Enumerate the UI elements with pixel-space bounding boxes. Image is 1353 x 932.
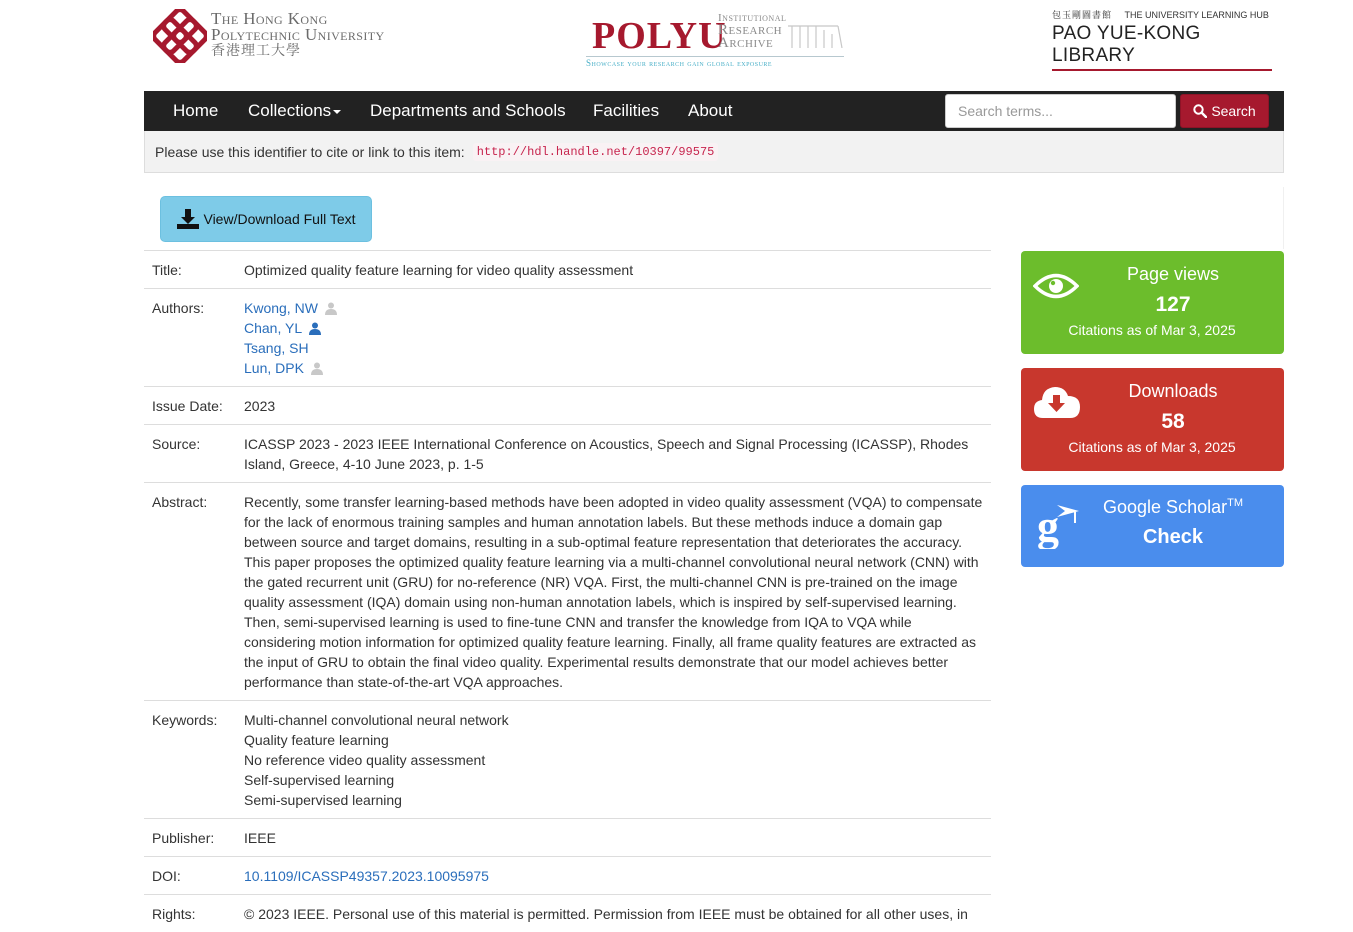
author-link[interactable]: Tsang, SH — [244, 340, 309, 356]
library-cn: 包玉剛圖書館 — [1052, 10, 1113, 20]
cloud-download-icon — [1033, 384, 1081, 420]
google-scholar-icon — [1035, 501, 1081, 549]
polyu-logo[interactable] — [153, 8, 385, 64]
issue-date-row — [144, 386, 991, 424]
nav-collections[interactable] — [248, 91, 341, 131]
user-grey-icon[interactable] — [311, 362, 323, 375]
title-row — [144, 250, 991, 288]
svg-text:g: g — [1037, 502, 1059, 549]
pira-logo[interactable] — [586, 10, 844, 68]
pira-brand: POLYU — [592, 15, 727, 57]
author-link[interactable]: Kwong, NW — [244, 300, 318, 316]
search-icon — [1193, 104, 1207, 118]
downloads-count: 58 — [1161, 410, 1185, 433]
pira-tagline: Showcase your research gain global exposure — [586, 56, 844, 68]
search-button[interactable] — [1180, 94, 1269, 128]
source-label: Source: — [152, 436, 201, 452]
google-scholar-title — [1083, 497, 1263, 518]
title-label: Title: — [152, 262, 182, 278]
publisher-label: Publisher: — [152, 830, 215, 846]
keywords-label: Keywords: — [152, 712, 218, 728]
abstract-label: Abstract: — [152, 494, 208, 510]
rights-value: © 2023 IEEE. Personal use of this material is permitted. Permission from IEEE must be obtained for all other uses, in — [244, 906, 968, 922]
downloads-citation: Citations as of Mar 3, 2025 — [1068, 439, 1236, 455]
pira-line-3: Archive — [718, 35, 774, 51]
page-views-count: 127 — [1155, 293, 1191, 316]
page-views-box — [1021, 251, 1284, 354]
author-link[interactable]: Lun, DPK — [244, 360, 304, 376]
fulltext-label: View/Download Full Text — [203, 211, 356, 227]
trademark-mark: TM — [1227, 497, 1243, 509]
doi-link[interactable]: 10.1109/ICASSP49357.2023.10095975 — [244, 868, 489, 884]
view-download-fulltext-button[interactable] — [160, 196, 372, 242]
item-metadata-table — [144, 250, 991, 932]
polyu-emblem-icon — [153, 9, 207, 63]
download-icon — [176, 209, 200, 229]
main-navbar — [144, 91, 1284, 131]
issue-date-label: Issue Date: — [152, 398, 223, 414]
handle-url[interactable]: http://hdl.handle.net/10397/99575 — [473, 143, 719, 161]
nav-collections-label: Collections — [248, 101, 332, 120]
nav-departments[interactable]: Departments and Schools — [370, 101, 566, 120]
hk-logo-cn: 香港理工大學 — [211, 44, 301, 59]
identifier-well — [144, 131, 1284, 173]
search-button-label: Search — [1211, 103, 1256, 119]
hk-logo-line1: The Hong Kong — [211, 9, 328, 28]
building-icon — [786, 22, 844, 48]
publisher-row — [144, 818, 991, 856]
nav-facilities[interactable]: Facilities — [593, 101, 660, 120]
issue-date-value: 2023 — [244, 398, 276, 414]
downloads-box — [1021, 368, 1284, 471]
abstract-value: Recently, some transfer learning-based methods have been adopted in video quality assessment (VQA) to compensate for the lack of enormous training samples and human annotation labels. But these methods induce a domain gap between source and target domains, resulting in a sub-optimal feature representation that deteriorates the accuracy. This paper proposes the optimized quality feature learning via a multi-channel convolutional neural network (CNN) with the gated recurrent unit (GRU) for no-reference (NR) VQA. First, the multi-channel CNN is pre-trained on the image quality assessment (IQA) domain using non-human annotation labels, which is inspired by self-supervised learning. Then, semi-supervised learning is used to fine-tune CNN and transfer the knowledge from IQA to VQA while considering motion information for optimized quality feature learning. Finally, all frame quality features are extracted as the input of GRU to obtain the final video quality. Experimental results demonstrate that our model achieves better performance than state-of-the-art VQA approaches. — [244, 494, 983, 690]
authors-row — [144, 288, 991, 386]
source-value: ICASSP 2023 - 2023 IEEE International Conference on Acoustics, Speech and Signal Processing (ICASSP), Rhodes Island, Greece, 4-10 June 2023, p. 1-5 — [244, 436, 969, 472]
page-views-citation: Citations as of Mar 3, 2025 — [1068, 322, 1236, 338]
search-input[interactable] — [945, 94, 1176, 128]
doi-row — [144, 856, 991, 894]
title-value: Optimized quality feature learning for video quality assessment — [244, 262, 634, 278]
pira-line-1: Institutional — [718, 12, 787, 24]
nav-about[interactable]: About — [688, 101, 733, 120]
publisher-value: IEEE — [244, 830, 276, 846]
library-hub: THE UNIVERSITY LEARNING HUB — [1124, 10, 1269, 20]
google-scholar-box[interactable] — [1021, 485, 1284, 567]
nav-home[interactable]: Home — [173, 101, 219, 120]
page-views-title: Page views — [1126, 264, 1220, 284]
keyword-item: Self-supervised learning — [244, 772, 395, 788]
library-underline — [1052, 69, 1272, 71]
google-scholar-check[interactable]: Check — [1142, 526, 1204, 548]
identifier-text: Please use this identifier to cite or link to this item: — [155, 143, 465, 160]
keyword-item: Quality feature learning — [244, 732, 389, 748]
user-grey-icon[interactable] — [325, 302, 337, 315]
rights-label: Rights: — [152, 906, 196, 922]
keyword-item: No reference video quality assessment — [244, 752, 486, 768]
fulltext-panel — [144, 187, 1284, 249]
doi-label: DOI: — [152, 868, 181, 884]
library-name: PAO YUE-KONG LIBRARY — [1052, 23, 1201, 66]
hk-logo-line2: Polytechnic University — [211, 25, 385, 44]
pira-line-2: Research — [718, 22, 783, 38]
keyword-item: Semi-supervised learning — [244, 792, 402, 808]
keywords-row — [144, 700, 991, 818]
keyword-item: Multi-channel convolutional neural network — [244, 712, 509, 728]
rights-row — [144, 894, 991, 932]
google-scholar-label: Google Scholar — [1103, 497, 1228, 517]
abstract-row — [144, 482, 991, 700]
authors-label: Authors: — [152, 300, 205, 316]
caret-down-icon — [333, 110, 341, 114]
eye-icon — [1033, 271, 1079, 301]
author-link[interactable]: Chan, YL — [244, 320, 302, 336]
downloads-title: Downloads — [1128, 381, 1218, 401]
library-logo[interactable] — [1052, 8, 1272, 66]
source-row — [144, 424, 991, 482]
user-blue-icon[interactable] — [309, 322, 321, 335]
